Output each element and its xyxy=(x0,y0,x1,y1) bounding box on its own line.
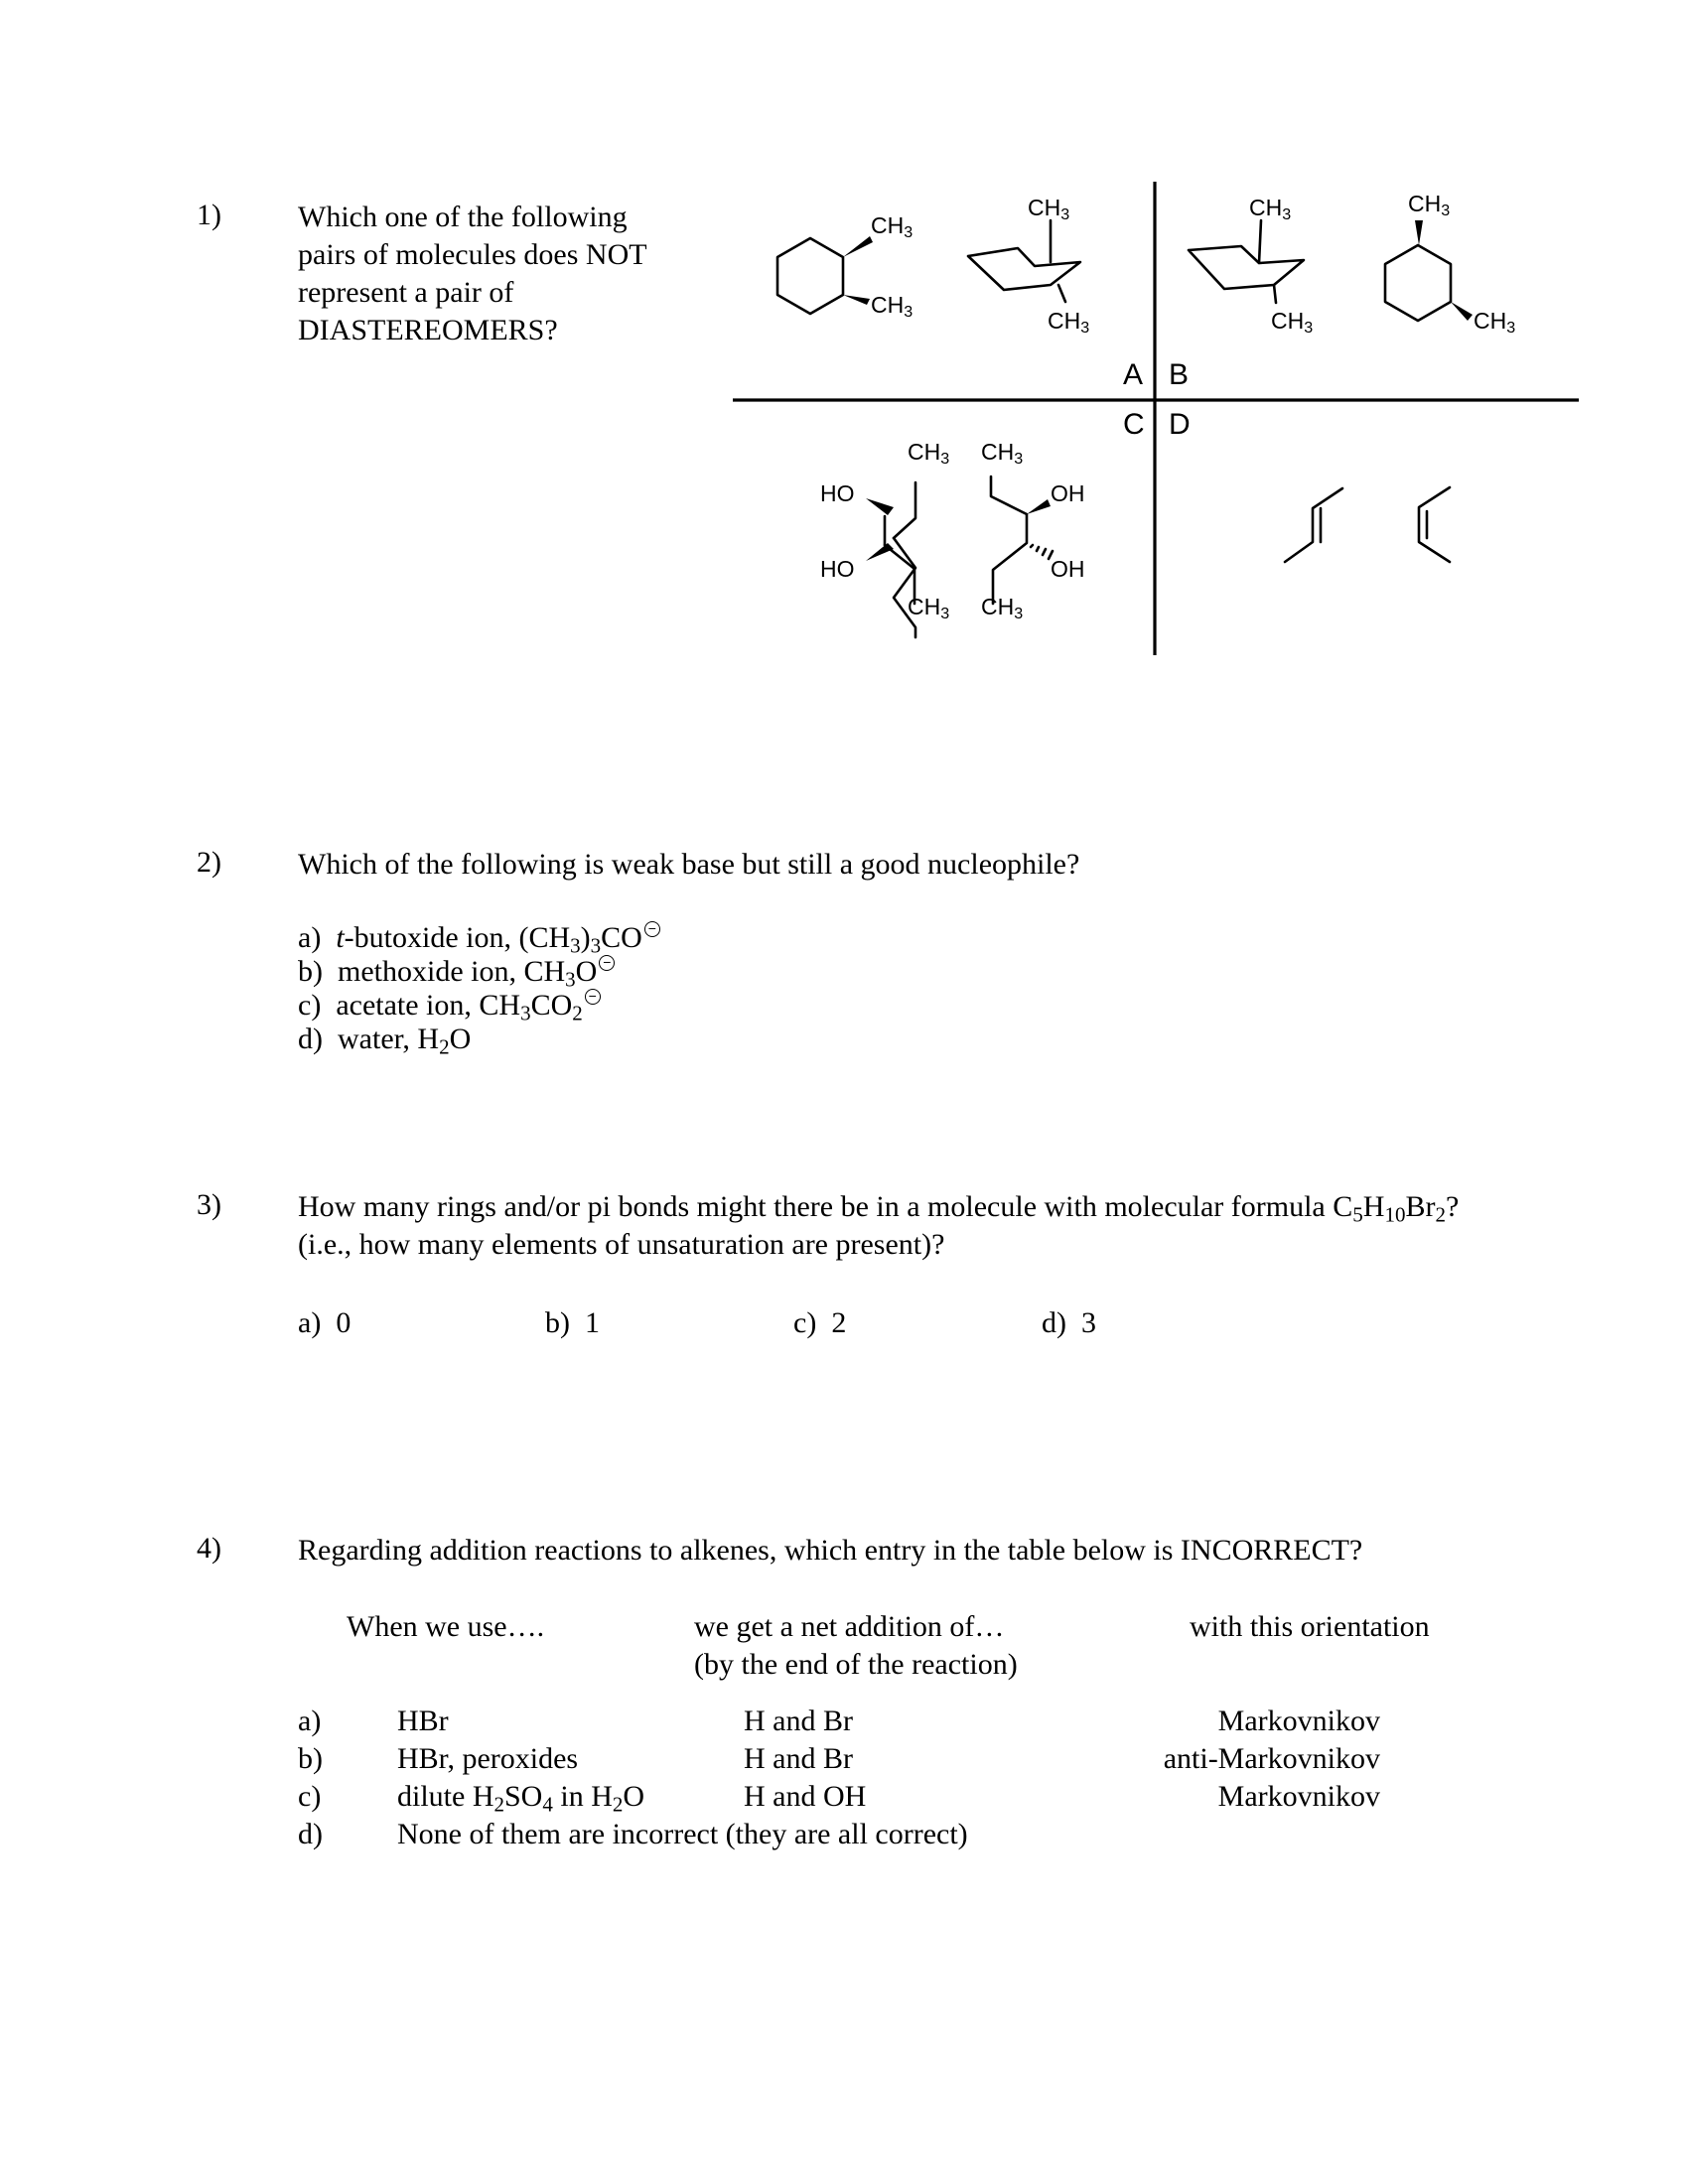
ch3-label: $CH_3$ xyxy=(1249,195,1292,224)
q4-header-addition-line1: we get a net addition of… xyxy=(694,1610,1005,1643)
ch3-label: $CH_3$ xyxy=(908,594,950,623)
ch3-label: $CH_3$ xyxy=(1028,195,1070,224)
ch3-label: $CH_3$ xyxy=(981,439,1024,469)
row-letter: d) xyxy=(298,1818,323,1850)
ch3-label: $CH_3$ xyxy=(1474,308,1516,338)
q4-header-orientation: with this orientation xyxy=(1190,1610,1430,1643)
hash-bond xyxy=(1037,547,1039,551)
negative-charge-icon: − xyxy=(644,921,660,937)
ch3-label: $CH_3$ xyxy=(1048,308,1090,338)
cyclohexane-ring xyxy=(1385,245,1451,321)
chain-bonds xyxy=(991,477,1027,604)
q3-option-c[interactable]: c) 2 xyxy=(793,1306,847,1339)
ch3-label: $CH_3$ xyxy=(908,439,950,469)
row-letter: b) xyxy=(298,1742,323,1775)
molecule-b1 xyxy=(1189,220,1304,303)
q3-option-b[interactable]: b) 1 xyxy=(545,1306,600,1339)
wedge-bond xyxy=(866,543,894,561)
chain-bond xyxy=(885,545,914,569)
molecule-c2 xyxy=(991,477,1053,604)
cyclohexane-ring xyxy=(777,238,843,314)
quadrant-label-c: C xyxy=(1123,408,1145,441)
negative-charge-icon: − xyxy=(585,989,601,1005)
q3-question-line1: How many rings and/or pi bonds might there be in a molecule with molecular formula $C_5H_{10}Br_2$? xyxy=(298,1190,1460,1227)
hash-bond xyxy=(1031,545,1033,547)
q2-option-c[interactable]: c) acetate ion, $CH_3CO_2-$ xyxy=(298,989,660,1023)
alkene-skeleton xyxy=(1285,488,1342,562)
alkene-skeleton xyxy=(1419,487,1450,562)
chair-ring xyxy=(1189,246,1304,289)
ch3-label: $CH_3$ xyxy=(1271,308,1314,338)
chair-ring xyxy=(968,248,1080,290)
q2-options xyxy=(298,920,660,1059)
wedge-bond xyxy=(1451,302,1473,321)
q1-question-line: pairs of molecules does NOT xyxy=(298,238,647,271)
quadrant-label-d: D xyxy=(1169,408,1191,441)
q3-question xyxy=(298,1188,1459,1264)
molecule-a1 xyxy=(777,236,873,314)
row-addition: H and Br xyxy=(744,1742,853,1775)
chain-bonds xyxy=(894,538,915,637)
q4-number: 4) xyxy=(197,1532,221,1565)
molecule-d1 xyxy=(1285,488,1342,562)
molecule-b2 xyxy=(1385,220,1473,321)
row-addition: H and OH xyxy=(744,1780,867,1813)
ch3-label: $CH_3$ xyxy=(981,594,1024,623)
wedge-bond xyxy=(843,236,873,257)
negative-charge-icon: − xyxy=(599,955,615,971)
ho-label: HO xyxy=(820,480,855,506)
oh-label: OH xyxy=(1051,480,1085,506)
q3-question-line2: (i.e., how many elements of unsaturation are present)? xyxy=(298,1228,945,1261)
q1-question-line: represent a pair of xyxy=(298,276,514,309)
wedge-bond xyxy=(843,295,870,305)
ch3-label: $CH_3$ xyxy=(871,212,914,242)
row-reagent: HBr, peroxides xyxy=(397,1742,579,1775)
row-orientation: Markovnikov xyxy=(1217,1705,1380,1737)
q3-number: 3) xyxy=(197,1188,221,1221)
axial-bond xyxy=(1274,285,1276,303)
q3-option-d[interactable]: d) 3 xyxy=(1042,1306,1096,1339)
q4-header-addition-line2: (by the end of the reaction) xyxy=(694,1648,1018,1681)
wedge-bond xyxy=(1415,220,1423,245)
q4-header-reagent: When we use…. xyxy=(347,1610,545,1643)
wedge-bond xyxy=(866,498,894,515)
q2-question: Which of the following is weak base but still a good nucleophile? xyxy=(298,848,1080,881)
chain-bonds xyxy=(894,482,915,538)
q3-option-a[interactable]: a) 0 xyxy=(298,1306,352,1339)
q2-option-a[interactable]: a) t-butoxide ion, $(CH_3)_3CO$ − xyxy=(298,921,660,955)
q1-question-line: DIASTEREOMERS? xyxy=(298,314,558,346)
axial-bond xyxy=(1259,220,1261,263)
quadrant-label-b: B xyxy=(1169,358,1190,391)
ch3-label: $CH_3$ xyxy=(871,292,914,322)
row-letter: c) xyxy=(298,1780,322,1813)
molecule-a2 xyxy=(968,220,1080,302)
row-orientation: anti-Markovnikov xyxy=(1163,1742,1380,1775)
equatorial-bond xyxy=(1058,285,1065,302)
q1-number: 1) xyxy=(197,199,221,231)
row-orientation: Markovnikov xyxy=(1217,1780,1380,1813)
hash-bond xyxy=(1043,549,1046,555)
row-letter: a) xyxy=(298,1705,322,1737)
quadrant-label-a: A xyxy=(1123,358,1144,391)
row-text: None of them are incorrect (they are all correct) xyxy=(397,1818,968,1850)
q2-option-d[interactable]: d) water, $H_2O$ xyxy=(298,1023,472,1059)
wedge-bond xyxy=(1027,499,1051,514)
ho-label: HO xyxy=(820,556,855,582)
molecule-d2 xyxy=(1419,487,1450,562)
ch3-label: $CH_3$ xyxy=(1408,191,1451,220)
q1-question-line: Which one of the following xyxy=(298,201,628,233)
q4-question: Regarding addition reactions to alkenes, which entry in the table below is INCORRECT? xyxy=(298,1534,1363,1567)
row-reagent: HBr xyxy=(397,1705,449,1737)
q2-number: 2) xyxy=(197,846,221,879)
q4-header-addition xyxy=(694,1608,1018,1684)
row-addition: H and Br xyxy=(744,1705,853,1737)
row-reagent: dilute $H_2SO_4$ in $H_2O$ xyxy=(397,1780,645,1817)
q2-option-b[interactable]: b) methoxide ion, $CH_3O$ − xyxy=(298,955,660,989)
oh-label: OH xyxy=(1051,556,1085,582)
